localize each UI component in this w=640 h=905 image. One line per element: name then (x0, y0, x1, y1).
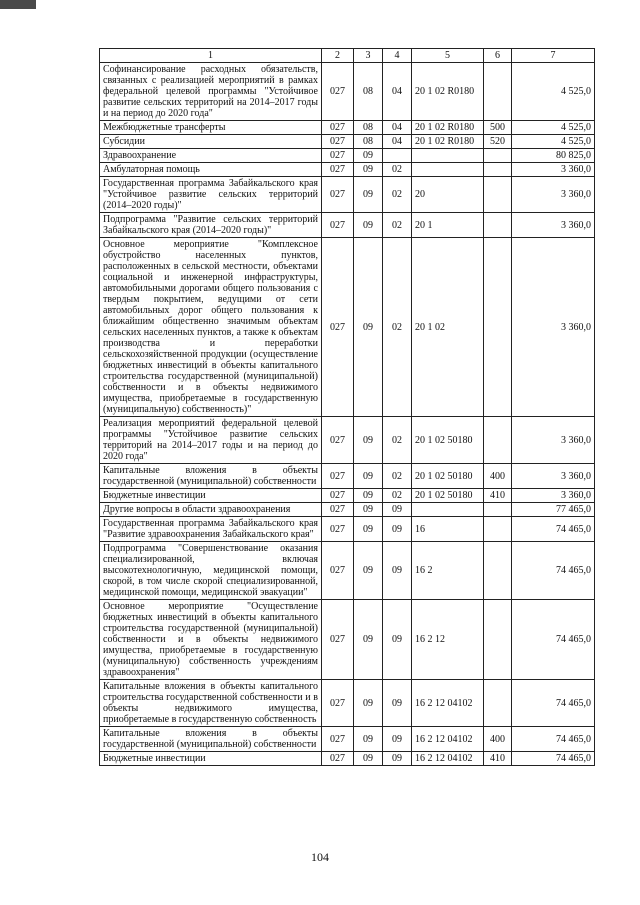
table-row (100, 149, 595, 163)
target-article-cell: 20 1 02 (412, 238, 484, 417)
subsection-code-cell: 04 (383, 121, 412, 135)
amount-cell: 74 465,0 (512, 752, 595, 766)
section-code-cell: 09 (354, 213, 383, 238)
amount-cell: 74 465,0 (512, 600, 595, 680)
column-header: 1 (100, 49, 322, 63)
grbs-code-cell: 027 (322, 517, 354, 542)
expense-type-cell (484, 600, 512, 680)
grbs-code-cell: 027 (322, 63, 354, 121)
expense-type-cell (484, 238, 512, 417)
target-article-cell: 20 1 02 R0180 (412, 135, 484, 149)
subsection-code-cell: 02 (383, 464, 412, 489)
table-body (100, 63, 595, 766)
item-name-cell: Подпрограмма "Развитие сельских территорий Забайкальского края (2014–2020 годы)" (100, 213, 322, 238)
item-name-cell: Капитальные вложения в объекты государственной (муниципальной) собственности (100, 464, 322, 489)
target-article-cell: 20 1 02 50180 (412, 464, 484, 489)
subsection-code-cell: 09 (383, 752, 412, 766)
subsection-code-cell: 04 (383, 63, 412, 121)
section-code-cell: 09 (354, 752, 383, 766)
section-code-cell: 08 (354, 135, 383, 149)
table-row (100, 680, 595, 727)
section-code-cell: 08 (354, 63, 383, 121)
item-name-cell: Здравоохранение (100, 149, 322, 163)
target-article-cell: 16 (412, 517, 484, 542)
expense-type-cell (484, 63, 512, 121)
grbs-code-cell: 027 (322, 135, 354, 149)
subsection-code-cell: 09 (383, 727, 412, 752)
target-article-cell: 16 2 12 04102 (412, 680, 484, 727)
item-name-cell: Бюджетные инвестиции (100, 489, 322, 503)
section-code-cell: 09 (354, 727, 383, 752)
section-code-cell: 09 (354, 503, 383, 517)
subsection-code-cell: 02 (383, 177, 412, 213)
expense-type-cell (484, 177, 512, 213)
column-header: 3 (354, 49, 383, 63)
amount-cell: 74 465,0 (512, 517, 595, 542)
section-code-cell: 09 (354, 489, 383, 503)
section-code-cell: 08 (354, 121, 383, 135)
amount-cell: 3 360,0 (512, 464, 595, 489)
amount-cell: 4 525,0 (512, 121, 595, 135)
item-name-cell: Капитальные вложения в объекты государственной (муниципальной) собственности (100, 727, 322, 752)
target-article-cell: 20 1 (412, 213, 484, 238)
amount-cell: 4 525,0 (512, 63, 595, 121)
item-name-cell: Субсидии (100, 135, 322, 149)
target-article-cell: 16 2 12 04102 (412, 752, 484, 766)
column-header: 2 (322, 49, 354, 63)
amount-cell: 3 360,0 (512, 238, 595, 417)
section-code-cell: 09 (354, 517, 383, 542)
item-name-cell: Основное мероприятие "Комплексное обустройство населенных пунктов, расположенных в сельской местности, объектами социальной и инженерной инфраструктуры, автомобильными дорогами общего пользования с твердым покрытием, ведущими от сети автомобильных дорог общего пользования к ближайшим общественно значимым объектам сельских населенных пунктов, а также к объектам производства и переработки сельскохозяйственной продукции (осуществление бюджетных инвестиций в объекты капитального строительства государственной (муниципальной) собственности и в объекты недвижимого имущества, приобретаемые в государственную (муниципальную) собственность)" (100, 238, 322, 417)
subsection-code-cell: 09 (383, 503, 412, 517)
grbs-code-cell: 027 (322, 542, 354, 600)
column-number-row (100, 49, 595, 63)
scan-corner-mark (0, 0, 36, 9)
target-article-cell: 16 2 12 (412, 600, 484, 680)
subsection-code-cell: 09 (383, 517, 412, 542)
expense-type-cell (484, 163, 512, 177)
target-article-cell: 16 2 12 04102 (412, 727, 484, 752)
subsection-code-cell: 09 (383, 600, 412, 680)
amount-cell: 77 465,0 (512, 503, 595, 517)
expense-type-cell (484, 680, 512, 727)
target-article-cell: 20 1 02 50180 (412, 417, 484, 464)
amount-cell: 3 360,0 (512, 163, 595, 177)
target-article-cell: 20 1 02 R0180 (412, 121, 484, 135)
table-row (100, 135, 595, 149)
grbs-code-cell: 027 (322, 163, 354, 177)
expense-type-cell: 520 (484, 135, 512, 149)
grbs-code-cell: 027 (322, 680, 354, 727)
grbs-code-cell: 027 (322, 149, 354, 163)
table-row (100, 517, 595, 542)
subsection-code-cell: 02 (383, 163, 412, 177)
target-article-cell (412, 163, 484, 177)
item-name-cell: Межбюджетные трансферты (100, 121, 322, 135)
target-article-cell: 20 1 02 R0180 (412, 63, 484, 121)
amount-cell: 3 360,0 (512, 489, 595, 503)
subsection-code-cell (383, 149, 412, 163)
section-code-cell: 09 (354, 680, 383, 727)
grbs-code-cell: 027 (322, 600, 354, 680)
budget-table (99, 48, 595, 766)
expense-type-cell (484, 417, 512, 464)
column-header: 6 (484, 49, 512, 63)
expense-type-cell: 400 (484, 464, 512, 489)
section-code-cell: 09 (354, 542, 383, 600)
expense-type-cell (484, 542, 512, 600)
amount-cell: 3 360,0 (512, 213, 595, 238)
amount-cell: 3 360,0 (512, 177, 595, 213)
table-row (100, 238, 595, 417)
table-row (100, 727, 595, 752)
expense-type-cell: 410 (484, 489, 512, 503)
item-name-cell: Государственная программа Забайкальского края "Развитие здравоохранения Забайкальского края" (100, 517, 322, 542)
expense-type-cell: 500 (484, 121, 512, 135)
grbs-code-cell: 027 (322, 238, 354, 417)
expense-type-cell: 400 (484, 727, 512, 752)
table-row (100, 464, 595, 489)
target-article-cell (412, 503, 484, 517)
section-code-cell: 09 (354, 177, 383, 213)
subsection-code-cell: 02 (383, 489, 412, 503)
subsection-code-cell: 09 (383, 680, 412, 727)
expense-type-cell (484, 503, 512, 517)
target-article-cell: 20 (412, 177, 484, 213)
table-row (100, 177, 595, 213)
amount-cell: 80 825,0 (512, 149, 595, 163)
grbs-code-cell: 027 (322, 752, 354, 766)
grbs-code-cell: 027 (322, 464, 354, 489)
item-name-cell: Капитальные вложения в объекты капитального строительства государственной собственности и в объекты недвижимого имущества, приобретаемые в государственную собственность (100, 680, 322, 727)
section-code-cell: 09 (354, 163, 383, 177)
column-header: 5 (412, 49, 484, 63)
item-name-cell: Софинансирование расходных обязательств, связанных с реализацией мероприятий в рамках федеральной целевой программы "Устойчивое развитие сельских территорий на 2014–2017 годы и на период до 2020 года" (100, 63, 322, 121)
item-name-cell: Бюджетные инвестиции (100, 752, 322, 766)
table-row (100, 121, 595, 135)
amount-cell: 74 465,0 (512, 727, 595, 752)
target-article-cell: 16 2 (412, 542, 484, 600)
section-code-cell: 09 (354, 600, 383, 680)
item-name-cell: Основное мероприятие "Осуществление бюджетных инвестиций в объекты капитального строительства государственной (муниципальной) собственности и в объекты недвижимого имущества, приобретаемые в государственную (муниципальную) собственность учреждениям здравоохранения" (100, 600, 322, 680)
expense-type-cell (484, 149, 512, 163)
grbs-code-cell: 027 (322, 417, 354, 464)
table-row (100, 600, 595, 680)
grbs-code-cell: 027 (322, 213, 354, 238)
section-code-cell: 09 (354, 149, 383, 163)
subsection-code-cell: 02 (383, 238, 412, 417)
target-article-cell (412, 149, 484, 163)
table-row (100, 489, 595, 503)
item-name-cell: Другие вопросы в области здравоохранения (100, 503, 322, 517)
grbs-code-cell: 027 (322, 177, 354, 213)
table-row (100, 163, 595, 177)
section-code-cell: 09 (354, 464, 383, 489)
page-number: 104 (311, 850, 329, 864)
grbs-code-cell: 027 (322, 503, 354, 517)
section-code-cell: 09 (354, 238, 383, 417)
subsection-code-cell: 09 (383, 542, 412, 600)
table-row (100, 213, 595, 238)
table-row (100, 503, 595, 517)
subsection-code-cell: 02 (383, 417, 412, 464)
grbs-code-cell: 027 (322, 121, 354, 135)
section-code-cell: 09 (354, 417, 383, 464)
amount-cell: 74 465,0 (512, 680, 595, 727)
table-row (100, 417, 595, 464)
table-row (100, 63, 595, 121)
amount-cell: 74 465,0 (512, 542, 595, 600)
table-row (100, 752, 595, 766)
amount-cell: 4 525,0 (512, 135, 595, 149)
subsection-code-cell: 02 (383, 213, 412, 238)
expense-type-cell (484, 517, 512, 542)
column-header: 4 (383, 49, 412, 63)
expense-type-cell: 410 (484, 752, 512, 766)
column-header: 7 (512, 49, 595, 63)
target-article-cell: 20 1 02 50180 (412, 489, 484, 503)
grbs-code-cell: 027 (322, 489, 354, 503)
expense-type-cell (484, 213, 512, 238)
table-row (100, 542, 595, 600)
item-name-cell: Подпрограмма "Совершенствование оказания специализированной, включая высокотехнологичную, медицинской помощи, скорой, в том числе скорой специализированной, медицинской помощи, медицинской эвакуации" (100, 542, 322, 600)
subsection-code-cell: 04 (383, 135, 412, 149)
item-name-cell: Амбулаторная помощь (100, 163, 322, 177)
item-name-cell: Государственная программа Забайкальского края "Устойчивое развитие сельских территорий (2014–2020 годы)" (100, 177, 322, 213)
amount-cell: 3 360,0 (512, 417, 595, 464)
item-name-cell: Реализация мероприятий федеральной целевой программы "Устойчивое развитие сельских территорий на 2014–2017 годы и на период до 2020 года" (100, 417, 322, 464)
grbs-code-cell: 027 (322, 727, 354, 752)
